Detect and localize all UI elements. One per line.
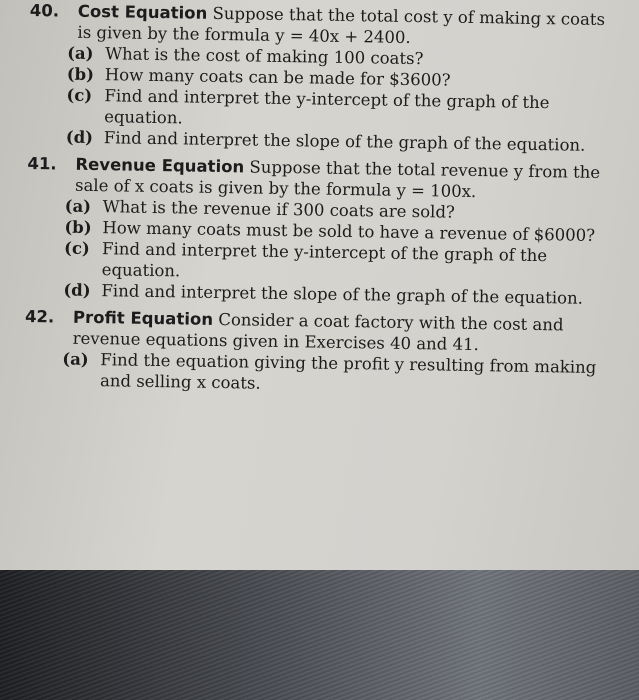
part-label: (a): [67, 43, 94, 64]
part-label: (b): [66, 64, 95, 85]
part-label: (c): [66, 85, 93, 105]
part-text: Find and interpret the y-intercept of the graph of the equation.: [104, 86, 550, 128]
part-label: (d): [63, 280, 91, 300]
exercise-parts: [66, 43, 610, 157]
part-text: Find and interpret the slope of the graph of the equation.: [101, 281, 584, 308]
part-label: (a): [62, 349, 89, 369]
part-text: What is the revenue if 300 coats are sold?: [102, 197, 455, 222]
part-label: (b): [64, 217, 92, 237]
part-label: (c): [63, 238, 90, 258]
exercise-title: Cost Equation: [77, 1, 208, 23]
part-label: (d): [65, 127, 94, 148]
part-text: Find the equation giving the profit y resulting from making and selling x coats.: [99, 350, 597, 393]
part-text: How many coats must be sold to have a revenue of $6000?: [102, 218, 596, 245]
exercise-41: [25, 153, 607, 309]
part-label: (a): [64, 196, 92, 216]
part-text: What is the cost of making 100 coats?: [105, 44, 424, 69]
exercise-parts: [62, 349, 605, 400]
exercise-statement: Suppose that the total revenue y from the sale of x coats is given by the formula y = 100x.: [74, 157, 601, 202]
exercise-parts: [63, 196, 607, 310]
part-text: How many coats can be made for $3600?: [104, 65, 451, 90]
exercise-40: [28, 0, 610, 156]
exercise-title: Revenue Equation: [75, 154, 245, 177]
exercise-list: [24, 0, 610, 405]
exercise-part: [62, 349, 605, 400]
part-text: Find and interpret the y-intercept of the graph of the equation.: [101, 239, 548, 281]
exercise-number: 40.: [29, 0, 60, 21]
background-fabric: [0, 570, 639, 700]
exercise-42: [24, 306, 605, 399]
exercise-title: Profit Equation: [72, 307, 214, 329]
exercise-number: 42.: [24, 306, 55, 327]
part-text: Find and interpret the slope of the graph of the equation.: [103, 128, 586, 155]
exercise-statement: Consider a coat factory with the cost and revenue equations given in Exercises 40 and 41.: [72, 309, 564, 355]
exercise-statement: Suppose that the total cost y of making x coats is given by the formula y = 40x + 2400.: [77, 3, 606, 47]
exercise-number: 41.: [27, 153, 57, 174]
